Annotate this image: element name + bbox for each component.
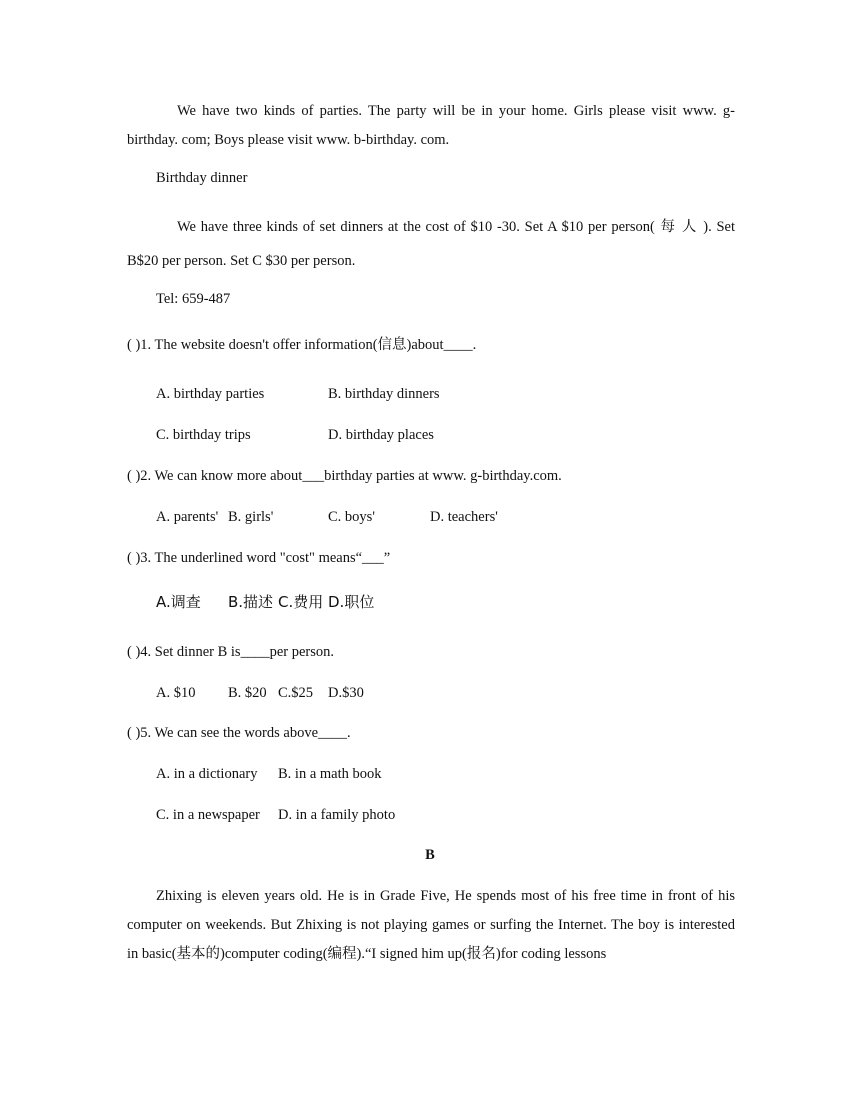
telephone-line: Tel: 659-487 bbox=[156, 291, 231, 307]
q2-option-c: C. boys' bbox=[328, 509, 375, 525]
q2-option-d: D. teachers' bbox=[430, 509, 498, 525]
q3-option-b: B.描述 bbox=[228, 593, 274, 611]
party-paragraph bbox=[127, 97, 735, 155]
question-3: ( )3. The underlined word "cost" means“___” bbox=[127, 550, 391, 566]
passage-b-text-2: )computer coding( bbox=[220, 946, 328, 962]
q5-option-b: B. in a math book bbox=[278, 766, 382, 782]
q1-text-2: )about____. bbox=[406, 337, 477, 353]
q4-option-a: A. $10 bbox=[156, 685, 196, 701]
birthday-dinner-heading: Birthday dinner bbox=[156, 170, 248, 186]
passage-b-paragraph bbox=[127, 882, 735, 969]
q3-option-a: A.调查 bbox=[156, 593, 201, 611]
question-2: ( )2. We can know more about___birthday parties at www. g-birthday.com. bbox=[127, 468, 562, 484]
q1-text-1: ( )1. The website doesn't offer information( bbox=[127, 337, 378, 353]
q1-option-a: A. birthday parties bbox=[156, 386, 265, 402]
q5-option-a: A. in a dictionary bbox=[156, 766, 258, 782]
dinner-text-1: We have three kinds of set dinners at the cost of $10 -30. Set A $10 per person( bbox=[177, 219, 655, 235]
party-text: We have two kinds of parties. The party will be in your home. Girls please visit www. g-birthday. com; Boys please visit www. b-birthday. com. bbox=[127, 103, 735, 148]
q4-option-d: D.$30 bbox=[328, 685, 364, 701]
question-4: ( )4. Set dinner B is____per person. bbox=[127, 644, 334, 660]
q5-option-d: D. in a family photo bbox=[278, 807, 396, 823]
q3-option-d: D.职位 bbox=[328, 593, 375, 611]
passage-b-text-3: ).“I signed him up( bbox=[356, 946, 467, 962]
dinner-paragraph bbox=[127, 210, 735, 278]
q3-option-c: C.费用 bbox=[278, 593, 324, 611]
question-5: ( )5. We can see the words above____. bbox=[127, 725, 351, 741]
passage-b-cn-3: 报名 bbox=[466, 946, 496, 962]
passage-b-cn-1: 基本的 bbox=[176, 946, 221, 962]
section-b-title: B bbox=[425, 847, 435, 863]
q4-option-b: B. $20 bbox=[228, 685, 267, 701]
passage-b-text-1: Zhixing is eleven years old. He is in Grade Five, He spends most of his free time in front of his computer on weekends. But Zhixing is not playing games or surfing the Internet. The boy is interested in basic( bbox=[127, 888, 735, 962]
passage-b-text-4: )for coding lessons bbox=[495, 946, 607, 962]
q2-option-a: A. parents' bbox=[156, 509, 219, 525]
q1-option-b: B. birthday dinners bbox=[328, 386, 440, 402]
question-1 bbox=[127, 335, 476, 355]
q2-option-b: B. girls' bbox=[228, 509, 274, 525]
q1-option-d: D. birthday places bbox=[328, 427, 434, 443]
q1-option-c: C. birthday trips bbox=[156, 427, 251, 443]
dinner-text-cn: 每 人 bbox=[654, 219, 704, 235]
q5-option-c: C. in a newspaper bbox=[156, 807, 260, 823]
q1-text-cn: 信息 bbox=[377, 337, 407, 353]
passage-b-cn-2: 编程 bbox=[327, 946, 357, 962]
q4-option-c: C.$25 bbox=[278, 685, 314, 701]
dinner-text-2: ). Set B$20 per person. Set C $30 per person. bbox=[127, 219, 735, 269]
